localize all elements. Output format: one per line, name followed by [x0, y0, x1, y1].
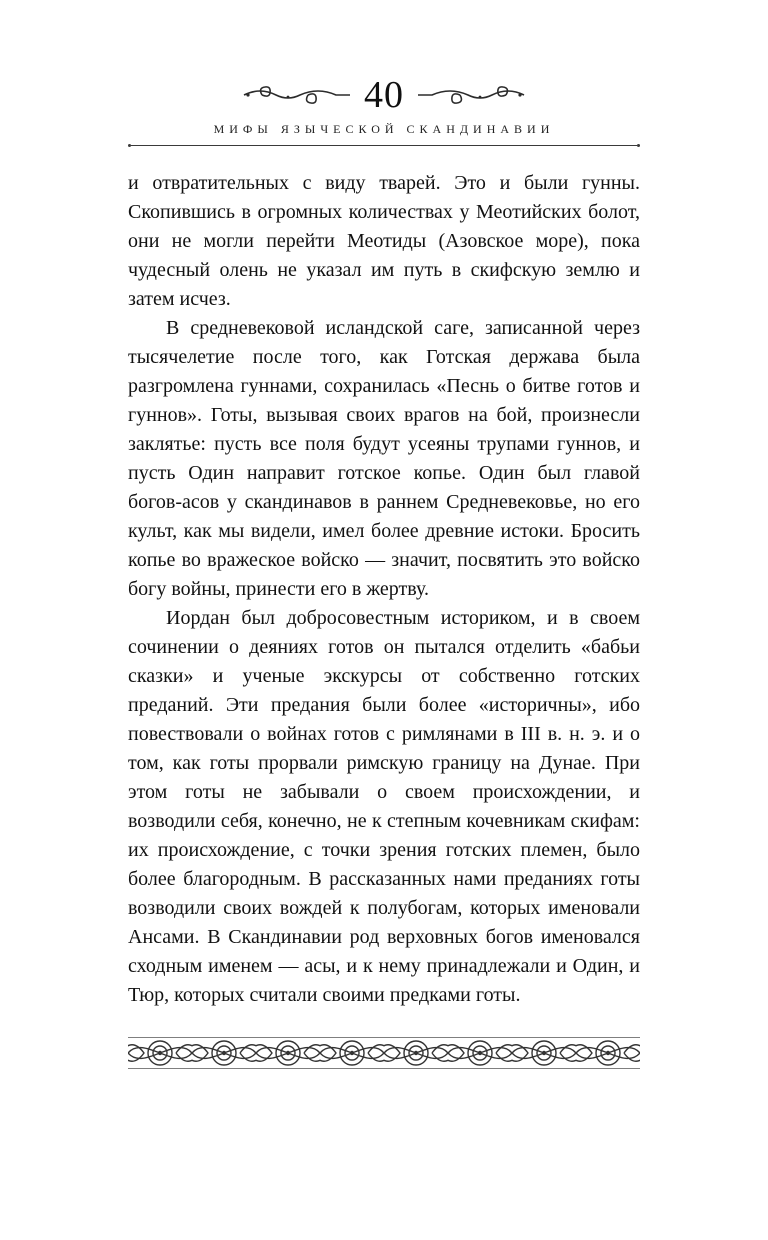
- paragraph: и отвратительных с виду тварей. Это и были гунны. Скопившись в огромных количествах у Меотийских болот, они не могли перейти Меотиды (Азовское море), пока чудесный олень не указал им путь в скифскую землю и затем исчез.: [128, 172, 640, 310]
- page-header: [128, 72, 640, 118]
- left-flourish-ornament-icon: [242, 83, 352, 107]
- header-rule: [128, 144, 640, 147]
- knotwork-ornament-band-icon: [128, 1036, 640, 1070]
- rule-line: [131, 145, 637, 146]
- rule-right-dot: [637, 144, 640, 147]
- page-number: 40: [364, 74, 404, 116]
- right-flourish-ornament-icon: [416, 83, 526, 107]
- running-head: МИФЫ ЯЗЫЧЕСКОЙ СКАНДИНАВИИ: [213, 122, 555, 136]
- text-column: [128, 0, 640, 1070]
- body-text: [128, 169, 640, 1010]
- paragraph: В средневековой исландской саге, записанной через тысячелетие после того, как Готская держава была разгромлена гуннами, сохранилась «Песнь о битве готов и гуннов». Готы, вызывая своих врагов на бой, произнесли заклятье: пусть все поля будут усеяны трупами гуннов, и пусть Один направит готское копье. Один был главой богов-асов у скандинавов в раннем Средневековье, но его культ, как мы видели, имел более древние истоки. Бросить копье во вражеское войско — значит, посвятить это войско богу войны, принести его в жертву.: [128, 317, 640, 600]
- paragraph: Иордан был добросовестным историком, и в своем сочинении о деяниях готов он пытался отделить «бабьи сказки» и ученые экскурсы от собственно готских преданий. Эти предания были более «историчны», ибо повествовали о войнах готов с римлянами в III в. н. э. и о том, как готы прорвали римскую границу на Дунае. При этом готы не забывали о своем происхождении, и возводили себя, конечно, не к степным кочевникам скифам: их происхождение, с точки зрения готских племен, было более благородным. В рассказанных нами преданиях готы возводили своих вождей к полубогам, которых именовали Ансами. В Скандинавии род верховных богов именовался сходным именем — асы, и к нему принадлежали и Один, и Тюр, которых считали своими предками готы.: [128, 607, 640, 1006]
